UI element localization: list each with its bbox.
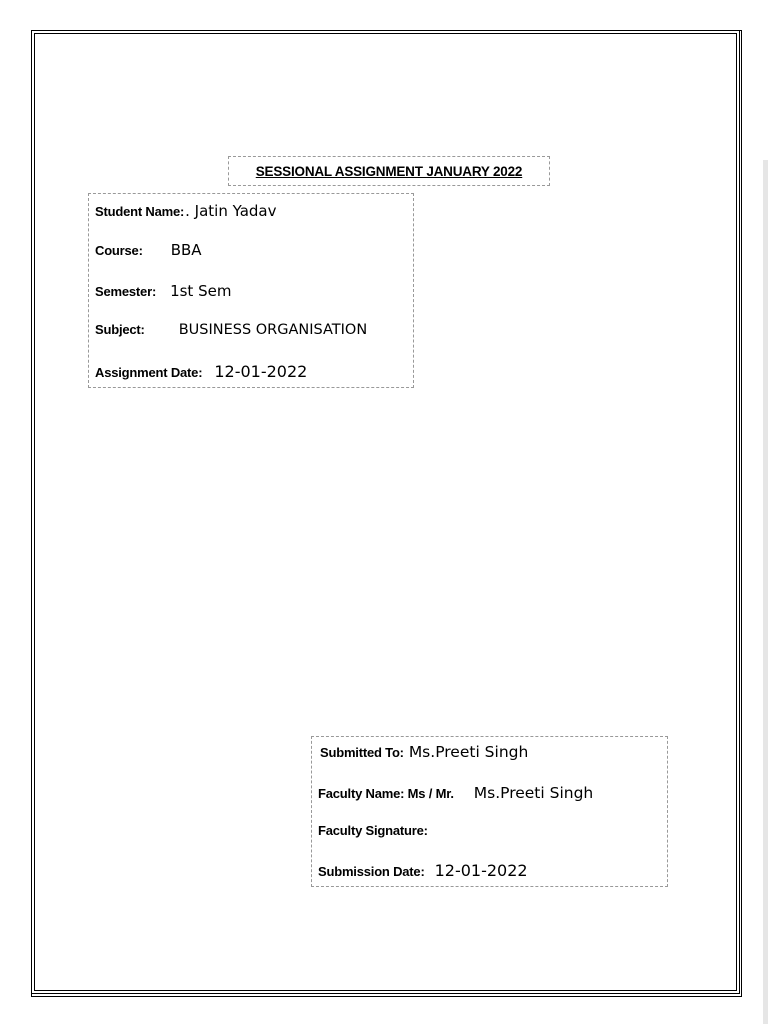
submitted-to-value: Ms.Preeti Singh bbox=[408, 743, 529, 761]
submission-date-value: 12-01-2022 bbox=[434, 861, 528, 880]
course-value: BBA bbox=[170, 241, 202, 259]
submission-date-row bbox=[318, 861, 528, 880]
submitted-to-row bbox=[320, 743, 528, 761]
assignment-date-label: Assignment Date: bbox=[95, 365, 203, 380]
subject-row bbox=[95, 322, 367, 338]
student-info-box bbox=[88, 193, 414, 388]
student-name-row bbox=[95, 202, 277, 220]
semester-label: Semester: bbox=[95, 284, 157, 299]
faculty-name-value: Ms.Preeti Singh bbox=[473, 784, 594, 802]
assignment-date-row bbox=[95, 362, 307, 381]
faculty-signature-row bbox=[318, 823, 428, 838]
faculty-signature-label: Faculty Signature: bbox=[318, 823, 428, 838]
student-name-label: Student Name: bbox=[95, 204, 185, 219]
assignment-date-value: 12-01-2022 bbox=[214, 362, 308, 381]
faculty-name-label: Faculty Name: Ms / Mr. bbox=[318, 786, 454, 801]
document-title: SESSIONAL ASSIGNMENT JANUARY 2022 bbox=[255, 163, 523, 179]
subject-value: BUSINESS ORGANISATION bbox=[178, 322, 368, 338]
faculty-name-row bbox=[318, 784, 593, 802]
student-name-value: . Jatin Yadav bbox=[185, 202, 277, 220]
course-row bbox=[95, 241, 202, 259]
submission-date-label: Submission Date: bbox=[318, 864, 425, 879]
course-label: Course: bbox=[95, 243, 143, 258]
subject-label: Subject: bbox=[95, 322, 145, 337]
submitted-to-label: Submitted To: bbox=[320, 745, 404, 760]
semester-row bbox=[95, 282, 231, 300]
scrollbar-track[interactable] bbox=[763, 160, 768, 1024]
title-box bbox=[228, 156, 550, 186]
semester-value: 1st Sem bbox=[170, 282, 232, 300]
submission-box bbox=[311, 736, 668, 887]
